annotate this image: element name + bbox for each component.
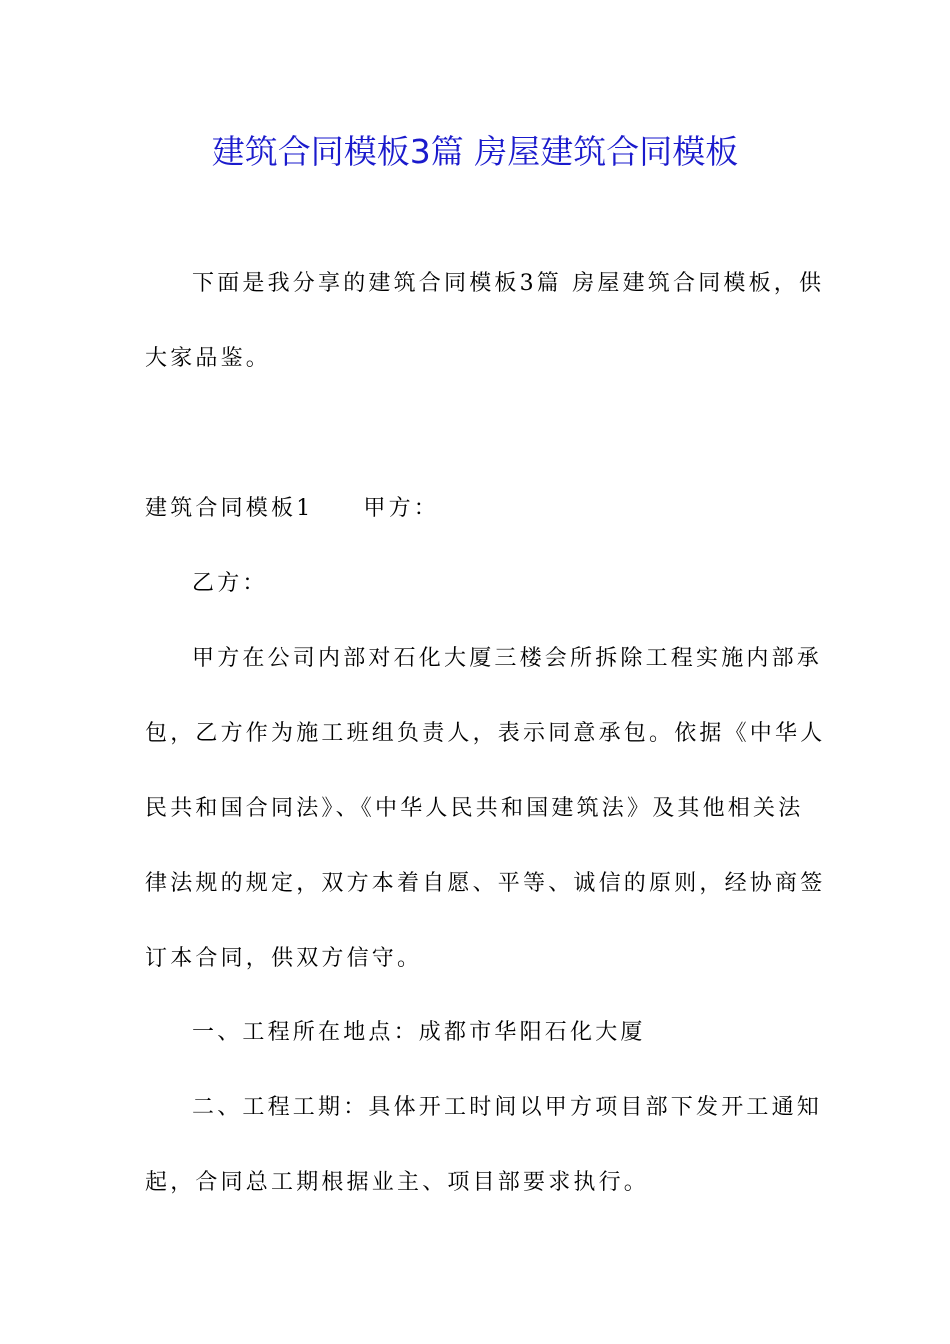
intro-line-1: 下面是我分享的建筑合同模板3篇 房屋建筑合同模板，供 xyxy=(192,271,825,296)
preamble-line-1: 甲方在公司内部对石化大厦三楼会所拆除工程实施内部承 xyxy=(192,646,823,671)
section-heading-line xyxy=(145,493,807,525)
party-a-label: 甲方： xyxy=(363,496,440,521)
preamble-line-3: 民共和国合同法》、《中华人民共和国建筑法》及其他相关法 xyxy=(145,796,804,821)
preamble-line-4: 律法规的规定，双方本着自愿、平等、诚信的原则，经协商签 xyxy=(145,871,826,896)
clause-2-line-2: 起，合同总工期根据业主、项目部要求执行。 xyxy=(145,1170,650,1195)
document-title: 建筑合同模板3篇 房屋建筑合同模板 xyxy=(211,132,739,171)
party-b-label: 乙方： xyxy=(192,571,268,596)
preamble-line-5: 订本合同，供双方信守。 xyxy=(145,946,423,971)
preamble-line-2: 包，乙方作为施工班组负责人，表示同意承包。依据《中华人 xyxy=(145,721,826,746)
clause-2-line-1: 二、工程工期：具体开工时间以甲方项目部下发开工通知 xyxy=(192,1095,823,1120)
section-heading: 建筑合同模板1 xyxy=(145,496,314,521)
intro-line-2: 大家品鉴。 xyxy=(145,346,272,371)
clause-1: 一、工程所在地点：成都市华阳石化大厦 xyxy=(192,1020,646,1045)
